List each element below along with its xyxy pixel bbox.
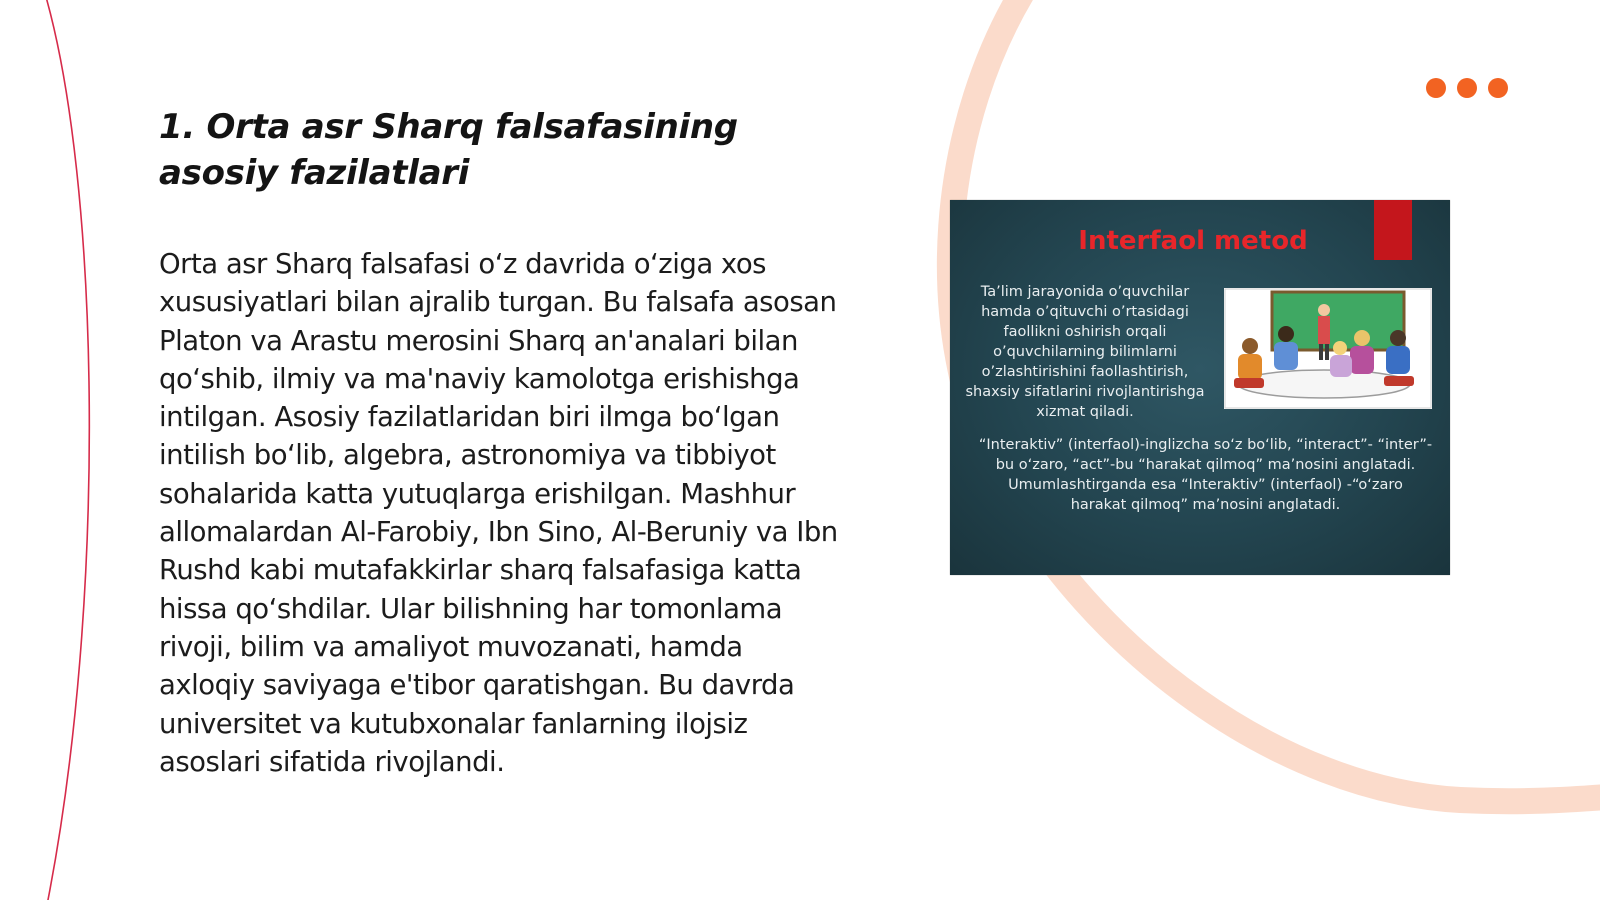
embedded-slide-image (950, 200, 1450, 575)
slide-title: 1. Orta asr Sharq falsafasining asosiy fazilatlari (159, 107, 738, 193)
red-curve-line (44, 0, 89, 900)
dot-1 (1426, 78, 1446, 98)
slide-body-text: Orta asr Sharq falsafasi o‘z davrida o‘ziga xos xususiyatlari bilan ajralib turgan. Bu falsafa asosan Platon va Arastu merosini Sharq an'analari bilan qo‘shib, ilmiy va ma'naviy kamolotga erishishga intilgan. Asosiy fazilatlaridan biri ilmga bo‘lgan intilish bo‘lib, algebra, astronomiya va tibbiyot sohalarida katta yutuqlarga erishilgan. Mashhur allomalardan Al-Farobiy, Ibn Sino, Al-Beruniy va Ibn Rushd kabi mutafakkirlar sharq falsafasiga katta hissa qo‘shdilar. Ular bilishning har tomonlama rivoji, bilim va amaliyot muvozanati, hamda axloqiy saviyaga e'tibor qaratishgan. Bu davrda universitet va kutubxonalar fanlarning ilojsiz asoslari sifatida rivojlandi. (159, 248, 838, 778)
more-dots-icon[interactable] (1426, 78, 1508, 98)
embedded-slide-definition: “Interaktiv” (interfaol)-inglizcha so‘z bo‘lib, “interact”- “inter”-bu o‘zaro, “act”-bu “harakat qilmoq” ma’nosini anglatadi. Umumlashtirganda esa “Interaktiv” (interfaol) -“o‘zaro harakat qilmoq” ma’nosini anglatadi. (978, 437, 1433, 513)
dot-2 (1457, 78, 1477, 98)
embedded-slide-description: Ta’lim jarayonida o’quvchilar hamda o’qituvchi o’rtasidagi faollikni oshirish orqali o’quvchilarning bilimlarni o’zlashtirishini faollashtirish, shaxsiy sifatlarini rivojlantirishga xizmat qiladi. (965, 284, 1205, 420)
classroom-illustration-icon (1224, 288, 1432, 409)
dot-3 (1488, 78, 1508, 98)
embedded-slide-title: Interfaol metod (1078, 226, 1308, 256)
classroom-illustration-svg (1224, 288, 1432, 409)
